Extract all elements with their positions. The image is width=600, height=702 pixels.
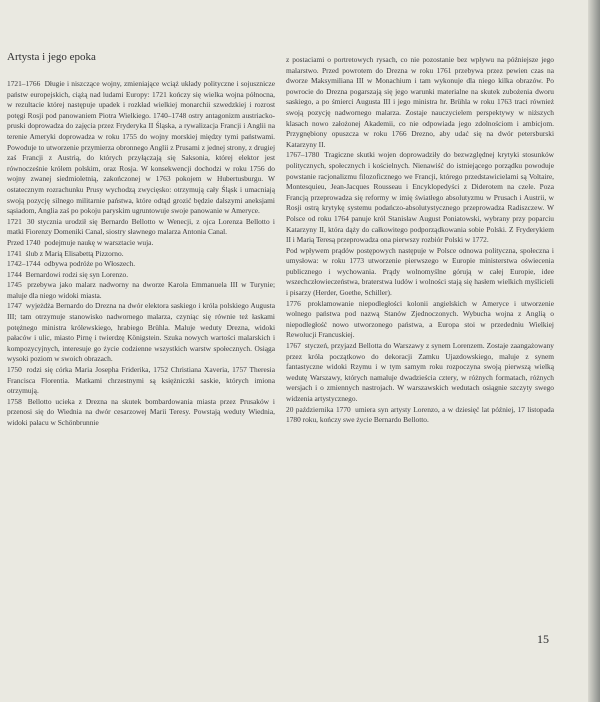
paragraph [7,301,275,365]
paragraph-text: styczeń, przyjazd Bellotta do Warszawy z synem Lorenzem. Zostaje zaangażowany przez króla początkowo do dekoracji Zamku Ujazdowskiego, maluje z synem fantastyczne widoki Rzymu i w tym samym roku rozpoczyna swoją pierwszą wielką wedutę Warszawy, których namaluje dwadzieścia cztery, w różnych formatach, różnych wersjach i o zmiennych nastrojach. W warszawskich wedutach osiągnie szczyty swego widzenia artystycznego. [286,341,554,403]
paragraph [286,150,554,245]
paragraph-text: przebywa jako malarz nadworny na dworze Karola Emmanuela III w Turynie; maluje dla niego widoki miasta. [7,280,275,300]
paragraph [7,249,275,260]
paragraph-year: 1742–1744 [7,259,41,269]
paragraph [7,270,275,281]
book-spine [588,0,600,702]
paragraph-text: Bernardowi rodzi się syn Lorenzo. [25,269,129,279]
right-column [286,55,554,426]
paragraph-year: 1747 [7,301,22,311]
paragraph-text: podejmuje naukę w warsztacie wuja. [44,237,154,247]
paragraph-text: z postaciami o portretowych rysach, co nie pozostanie bez wpływu na późniejsze jego malarstwo. Przed powrotem do Drezna w roku 1761 przebywa przez pewien czas na dworze Maksymiliana III w Monachium i tam wykonuje dla niego kilka obrazów. Po powrocie do Drezna pogarszają się jego warunki materialne na skutek zubożenia dworu saskiego, a po śmierci Augusta III i jego ministra hr. Brühla w roku 1763 traci również swoją pozycję nadwornego malarza. Zostaje nauczycielem perspektywy w niższych klasach nowo założonej Akademii, co nie odpowiada jego zdolnościom i ambicjom. Przygnębiony opuszcza w roku 1766 Drezno, aby udać się na dwór petersburski Katarzyny II. [286,55,554,149]
paragraph-text: Bellotto ucieka z Drezna na skutek bombardowania miasta przez Prusaków i przenosi się do Wiednia na dwór cesarzowej Marii Teresy. Powstają weduty Wiednia, widoki pałacu w Schönbrunnie [7,396,275,427]
paragraph-year: 1750 [7,365,22,375]
paragraph [7,238,275,249]
paragraph-year: 1767–1780 [286,150,320,160]
paragraph [7,259,275,270]
paragraph-text: Długie i niszczące wojny, zmieniające wciąż układy polityczne i sojusznicze państw europejskich, ciążą nad ludami Europy: 1721 kończy się wielka wojna północna, w rezultacie której następuje upadek i rozkład wielkiej monarchii szwedzkiej i rozrost potęgi Rosji pod panowaniem Piotra Wielkiego. 1740–1748 ostry antagonizm austriacko-pruski doprowadza do zajęcia przez Fryderyka II Śląska, a rywalizacja Francji i Anglii na terenie Ameryki doprowadza w roku 1755 do wojny morskiej między tymi państwami. Powoduje to utworzenie przymierza obronnego Anglii z Prusami z jednej strony, z drugiej zaś Francji z Austrią, do których przyłączają się Saksonia, której elektor jest równocześnie królem polskim, oraz Rosja. W konsekwencji dochodzi w roku 1756 do wojny zwanej siedmioletnią, zakończonej w 1763 pokojem w Hubertusburgu. W ostatecznym rozrachunku Prusy wychodzą zwycięsko: otrzymują cały Śląsk i umacniają swoją pozycję silnego militarnie państwa, które odtąd grozić będzie dalszymi aneksjami sąsiadom, Anglia zaś po pokoju paryskim ugruntowuje swoje panowanie w Ameryce. [7,79,275,216]
paragraph-text: odbywa podróże po Włoszech. [44,259,136,269]
paragraph [7,365,275,397]
paragraph [7,217,275,238]
paragraph-year: 1767 [286,341,301,351]
paragraph-text: Tragiczne skutki wojen doprowadziły do bezwzględnej krytyki stosunków politycznych, społecznych i kościelnych. Nienawiść do istniejącego porządku powoduje powstanie racjonalizmu filozoficznego we Francji, którego przedstawicielami są Voltaire, Montesquieu, Jean-Jacques Rousseau i Encyklopedyści z Diderotem na czele. Poza Francją przeprowadza się reformy w imię światłego absolutyzmu w Prusach i Austrii, w Rosji ostrą krytykę systemu podańczo-absolutystycznego przeprowadza Radiszczew. W Polsce od roku 1764 panuje król Stanisław August Poniatowski, wybrany przy poparciu Katarzyny II, która dąży do całkowitego podporządkowania sobie Polski. Z Fryderykiem II i Marią Teresą przeprowadza ona pierwszy rozbiór Polski w 1772. [286,150,555,245]
paragraph [286,405,554,426]
paragraph [7,397,275,429]
paragraph-year: 1721 [7,216,22,226]
paragraph [7,280,275,301]
paragraph-year: 1721–1766 [7,79,41,88]
paragraph-text: umiera syn artysty Lorenzo, a w dziesięć lat później, 17 listopada 1780 roku, kończy swe życie Bernardo Bellotto. [286,404,554,425]
paragraph [7,79,275,217]
page-number: 15 [537,632,549,646]
paragraph-year: 1741 [7,248,22,258]
paragraph-text: Pod wpływem prądów postępowych następuje w Polsce odnowa polityczna, społeczna i umysłowa: w roku 1773 utworzenie pierwszego w Europie ministerstwa oświecenia publicznego i wychowania. Prądy wolnomyślne górują w całej Europie, idee wszechczłowieczeństwa, braterstwa ludów i wolności stają się hasłem wielkich myślicieli i pisarzy (Herder, Goethe, Schiller). [286,245,554,298]
paragraph-text: wyjeżdża Bernardo do Drezna na dwór elektora saskiego i króla polskiego Augusta III; tam otrzymuje stanowisko nadwornego malarza, czyniąc się równie też łaskami potężnego ministra królewskiego, hrabiego Brühla. Maluje weduty Drezna, widoki pałaców i ulic, miasto Pirnę i twierdzę Königstein. Szuka nowych wartości malarskich i kompozycyjnych, interesuje go życie codzienne wszystkich warstw społecznych. Osiąga wysoki poziom w swoich obrazach. [7,301,275,364]
paragraph-text: proklamowanie niepodległości kolonii angielskich w Ameryce i utworzenie wolnego państwa pod nazwą Stanów Zjednoczonych. Wybucha wojna z Anglią o niepodległość nowo utworzonego państwa, a Europa stoi w przededniu Wielkiej Rewolucji Francuskiej. [286,298,554,340]
paragraph-year: 20 października 1770 [286,404,351,414]
page-heading: Artysta i jego epoka [7,51,96,63]
paragraph-text: ślub z Marią Elisabettą Pizzorno. [25,248,124,258]
left-column [7,79,275,429]
paragraph [286,55,554,150]
paragraph [286,246,554,299]
paragraph-text: 30 stycznia urodził się Bernardo Bellotto w Wenecji, z ojca Lorenza Bellotto i matki Fiorenzy Domeniki Canal, siostry sławnego malarza Antonia Canal. [7,216,275,237]
paragraph-year: 1744 [7,269,22,279]
paragraph-text: rodzi się córka Maria Josepha Friderika, 1752 Christiana Xaveria, 1757 Theresia Francisca Florentia. Matkami chrzestnymi są księżniczki saskie, których imiona otrzymują. [7,365,275,396]
paragraph-year: 1758 [7,396,22,406]
paragraph-year: 1776 [286,298,301,308]
paragraph-year: Przed 1740 [7,237,41,247]
paragraph-year: 1745 [7,280,22,290]
paragraph [286,299,554,341]
paragraph [286,341,554,405]
